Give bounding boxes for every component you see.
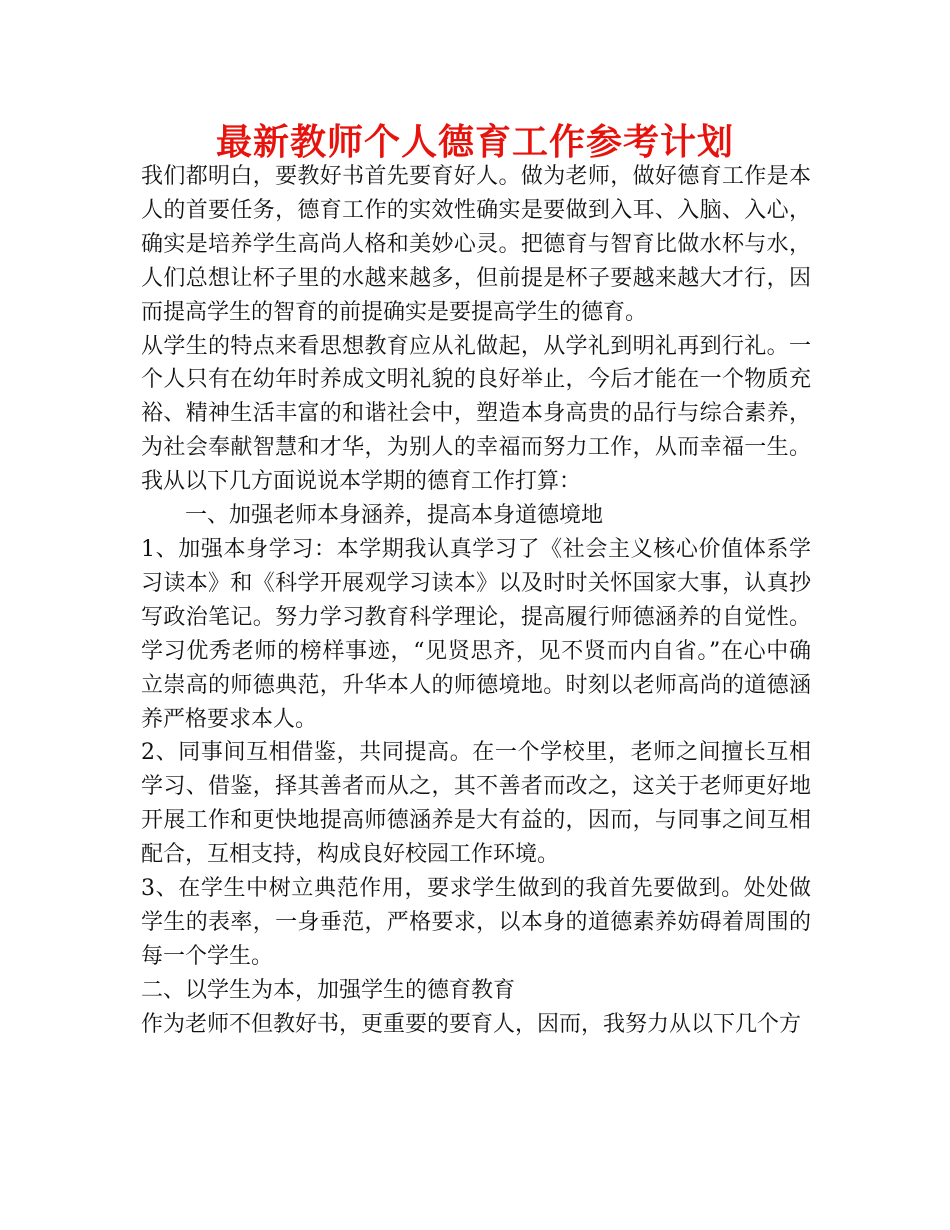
section-heading-1: 一、加强老师本身涵养，提高本身道德境地 (185, 503, 604, 529)
document-title: 最新教师个人德育工作参考计划 (215, 122, 734, 163)
paragraph-section-2-intro: 作为老师不但教好书，更重要的要育人，因而，我努力从以下几个方 (141, 1011, 802, 1037)
paragraph-intro: 我们都明白，要教好书首先要育好人。做为老师，做好德育工作是本人的首要任务，德育工作的实效性确实是要做到入耳、入脑、入心，确实是培养学生高尚人格和美妙心灵。把德育与智育比做水杯与水，人们总想让杯子里的水越来越多，但前提是杯子要越来越大才行，因而提高学生的智育的前提确实是要提高学生的德育。 (141, 164, 811, 325)
paragraph-item-1: 1、加强本身学习：本学期我认真学习了《社会主义核心价值体系学习读本》和《科学开展观学习读本》以及时时关怀国家大事，认真抄写政治笔记。努力学习教育科学理论，提高履行师德涵养的自觉性。学习优秀老师的榜样事迹，“见贤思齐，见不贤而内自省。”在心中确立崇高的师德典范，升华本人的师德境地。时刻以老师高尚的道德涵养严格要求本人。 (141, 536, 811, 732)
paragraph-item-3: 3、在学生中树立典范作用，要求学生做到的我首先要做到。处处做学生的表率，一身垂范，严格要求，以本身的道德素养妨碍着周围的每一个学生。 (141, 876, 811, 969)
section-heading-2: 二、以学生为本，加强学生的德育教育 (141, 977, 516, 1003)
document-body (141, 160, 811, 1042)
paragraph-item-2: 2、同事间互相借鉴，共同提高。在一个学校里，老师之间擅长互相学习、借鉴，择其善者而从之，其不善者而改之，这关于老师更好地开展工作和更快地提高师德涵养是大有益的，因而，与同事之间互相配合，互相支持，构成良好校园工作环境。 (141, 740, 811, 868)
paragraph-etiquette: 从学生的特点来看思想教育应从礼做起，从学礼到明礼再到行礼。一个人只有在幼年时养成文明礼貌的良好举止，今后才能在一个物质充裕、精神生活丰富的和谐社会中，塑造本身高贵的品行与综合素养，为社会奉献智慧和才华，为别人的幸福而努力工作，从而幸福一生。我从以下几方面说说本学期的德育工作打算： (141, 333, 811, 495)
